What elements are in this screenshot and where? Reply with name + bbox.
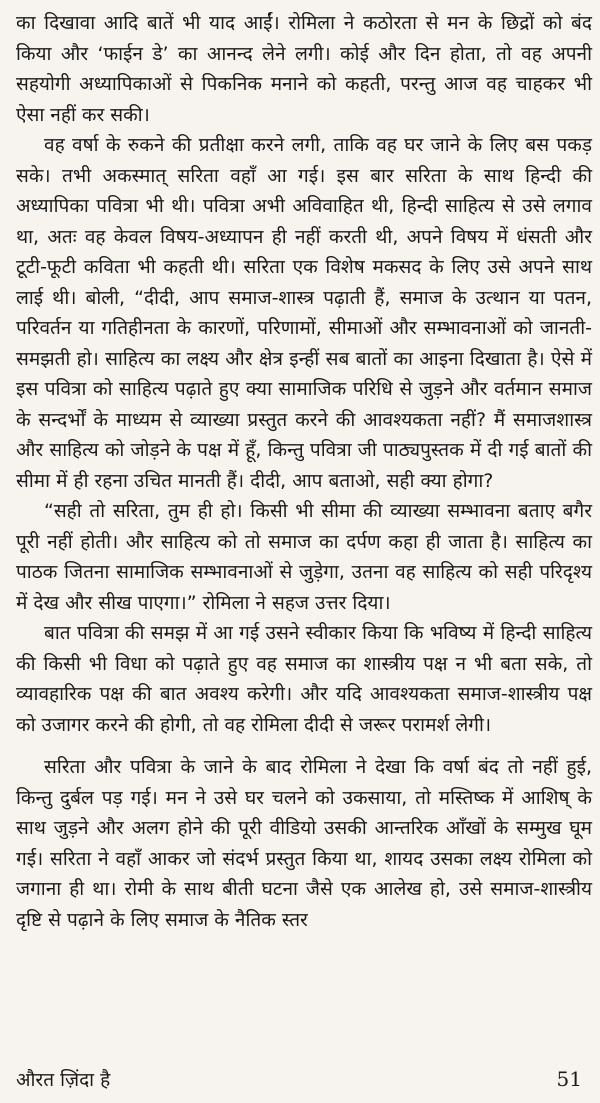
page-number: 51 (556, 1067, 582, 1091)
paragraph-5: सरिता और पवित्रा के जाने के बाद रोमिला ने देखा कि वर्षा बंद तो नहीं हुई, किन्तु दुर्बल पड़ गई। मन ने उसे घर चलने को उकसाया, तो मस्तिष्क में आशिष् के साथ जुड़ने और अलग होने की पूरी वीडियो उसकी आन्तरिक आँखों के सम्मुख घूम गई। सरिता ने वहाँ आकर जो संदर्भ प्रस्तुत किया था, शायद उसका लक्ष्य रोमिला को जगाना ही था। रोमी के साथ बीती घटना जैसे एक आलेख हो, उसे समाज-शास्त्रीय दृष्टि से पढ़ाने के लिए समाज के नैतिक स्तर (16, 756, 592, 931)
page-body (16, 8, 592, 935)
running-title: औरत ज़िंदा है (16, 1069, 111, 1091)
paragraph-4: बात पवित्रा की समझ में आ गई उसने स्वीकार किया कि भविष्य में हिन्दी साहित्य की किसी भी विधा को पढ़ाते हुए वह समाज का शास्त्रीय पक्ष न भी बता सके, तो व्यावहारिक पक्ष की बात अवश्य करेगी। और यदि आवश्यकता समाज-शास्त्रीय पक्ष को उजागर करने की होगी, तो वह रोमिला दीदी से जरूर परामर्श लेगी। (16, 622, 592, 736)
paragraph-3: “सही तो सरिता, तुम ही हो। किसी भी सीमा की व्याख्या सम्भावना बताए बगैर पूरी नहीं होती। और साहित्य को तो समाज का दर्पण कहा ही जाता है। साहित्य का पाठक जितना सामाजिक सम्भावनाओं से जुड़ेगा, उतना वह साहित्य को सही परिदृश्य में देख और सीख पाएगा।” रोमिला ने सहज उत्तर दिया। (16, 500, 592, 614)
page-footer (16, 1066, 582, 1092)
paragraph-2: वह वर्षा के रुकने की प्रतीक्षा करने लगी, ताकि वह घर जाने के लिए बस पकड़ सके। तभी अकस्मात् सरिता वहाँ आ गई। इस बार सरिता के साथ हिन्दी की अध्यापिका पवित्रा भी थी। पवित्रा अभी अविवाहित थी, हिन्दी साहित्य से उसे लगाव था, अतः वह केवल विषय-अध्यापन ही नहीं करती थी, अपने विषय में धंसती और टूटी-फूटी कविता भी कहती थी। सरिता एक विशेष मकसद के लिए उसे अपने साथ लाई थी। बोली, “दीदी, आप समाज-शास्त्र पढ़ाती हैं, समाज के उत्थान या पतन, परिवर्तन या गतिहीनता के कारणों, परिणामों, सीमाओं और सम्भावनाओं को जानती-समझती हो। साहित्य का लक्ष्य और क्षेत्र इन्हीं सब बातों का आइना दिखाता है। ऐसे में इस पवित्रा को साहित्य पढ़ाते हुए क्या सामाजिक परिधि से जुड़ने और वर्तमान समाज के सन्दर्भों के माध्यम से व्याख्या प्रस्तुत करने की आवश्यकता नहीं? मैं समाजशास्त्र और साहित्य को जोड़ने के पक्ष में हूँ, किन्तु पवित्रा जी पाठ्यपुस्तक में दी गई बातों की सीमा में ही रहना उचित मानती हैं। दीदी, आप बताओ, सही क्या होगा? (16, 134, 592, 492)
paragraph-1: का दिखावा आदि बातें भी याद आईं। रोमिला ने कठोरता से मन के छिद्रों को बंद किया और ‘फाईन डे’ का आनन्द लेने लगी। कोई और दिन होता, तो वह अपनी सहयोगी अध्यापिकाओं से पिकनिक मनाने को कहती, परन्तु आज वह चाहकर भी ऐसा नहीं कर सकी। (16, 12, 592, 126)
